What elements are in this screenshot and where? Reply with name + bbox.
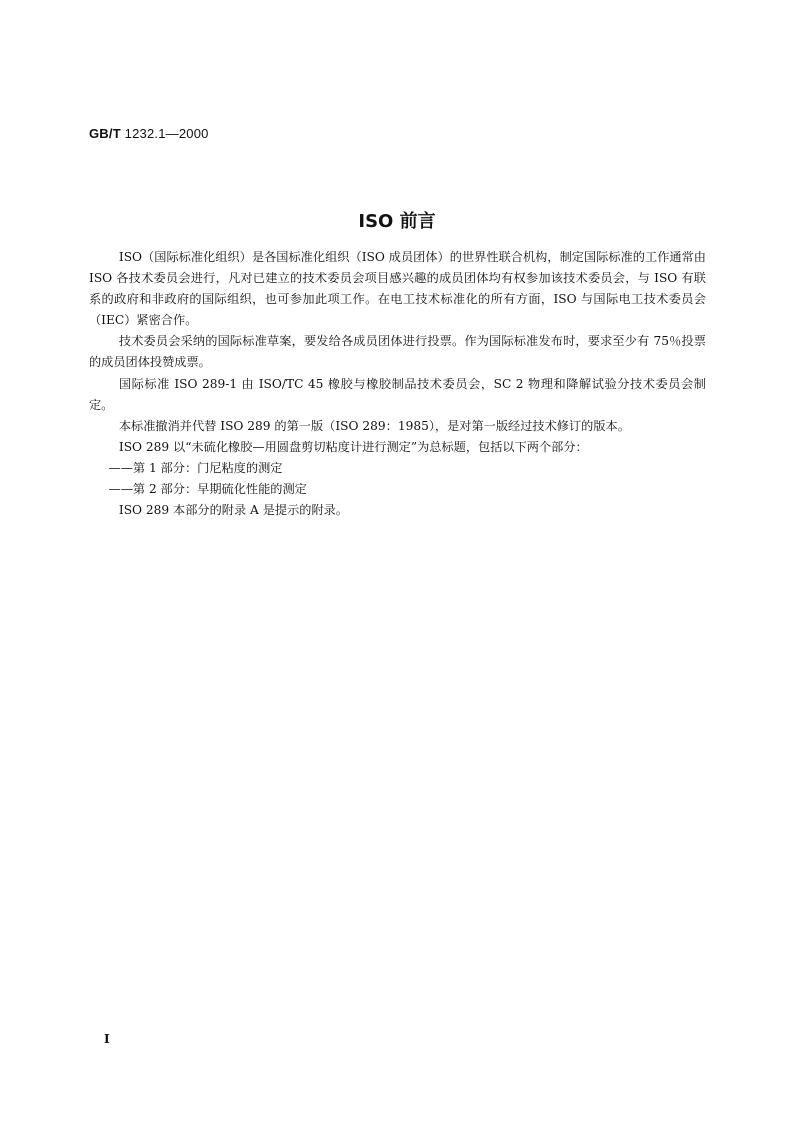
standard-prefix: GB/T	[89, 126, 121, 141]
paragraph-prepared-by: 国际标准 ISO 289-1 由 ISO/TC 45 橡胶与橡胶制品技术委员会，SC 2 物理和降解试验分技术委员会制定。	[89, 376, 706, 412]
paragraph-iso-intro: ISO（国际标准化组织）是各国标准化组织（ISO 成员团体）的世界性联合机构，制定国际标准的工作通常由 ISO 各技术委员会进行，凡对已建立的技术委员会项目感兴趣的成员团体均有权参加该技术委员会，与 ISO 有联系的政府和非政府的国际组织，也可参加此项工作。在电工技术标准化的所有方面，ISO 与国际电工技术委员会（IEC）紧密合作。	[89, 250, 706, 328]
preface-body	[89, 247, 706, 521]
page-number: I	[104, 1032, 110, 1046]
standard-number: 1232.1—2000	[124, 126, 209, 141]
page-title: ISO 前言	[358, 211, 436, 232]
list-item-part-1: ——第 1 部分：门尼粘度的测定	[108, 460, 283, 475]
paragraph-general-title: ISO 289 以“未硫化橡胶—用圆盘剪切粘度计进行测定”为总标题，包括以下两个部分：	[118, 439, 588, 454]
list-item-part-2: ——第 2 部分：早期硫化性能的测定	[108, 482, 307, 497]
standard-code	[89, 126, 209, 141]
paragraph-replaces: 本标准撤消并代替 ISO 289 的第一版（ISO 289：1985），是对第一版经过技术修订的版本。	[118, 418, 630, 433]
paragraph-annex: ISO 289 本部分的附录 A 是提示的附录。	[118, 503, 349, 518]
paragraph-voting: 技术委员会采纳的国际标准草案，要发给各成员团体进行投票。作为国际标准发布时，要求至少有 75％投票的成员团体投赞成票。	[89, 334, 706, 370]
